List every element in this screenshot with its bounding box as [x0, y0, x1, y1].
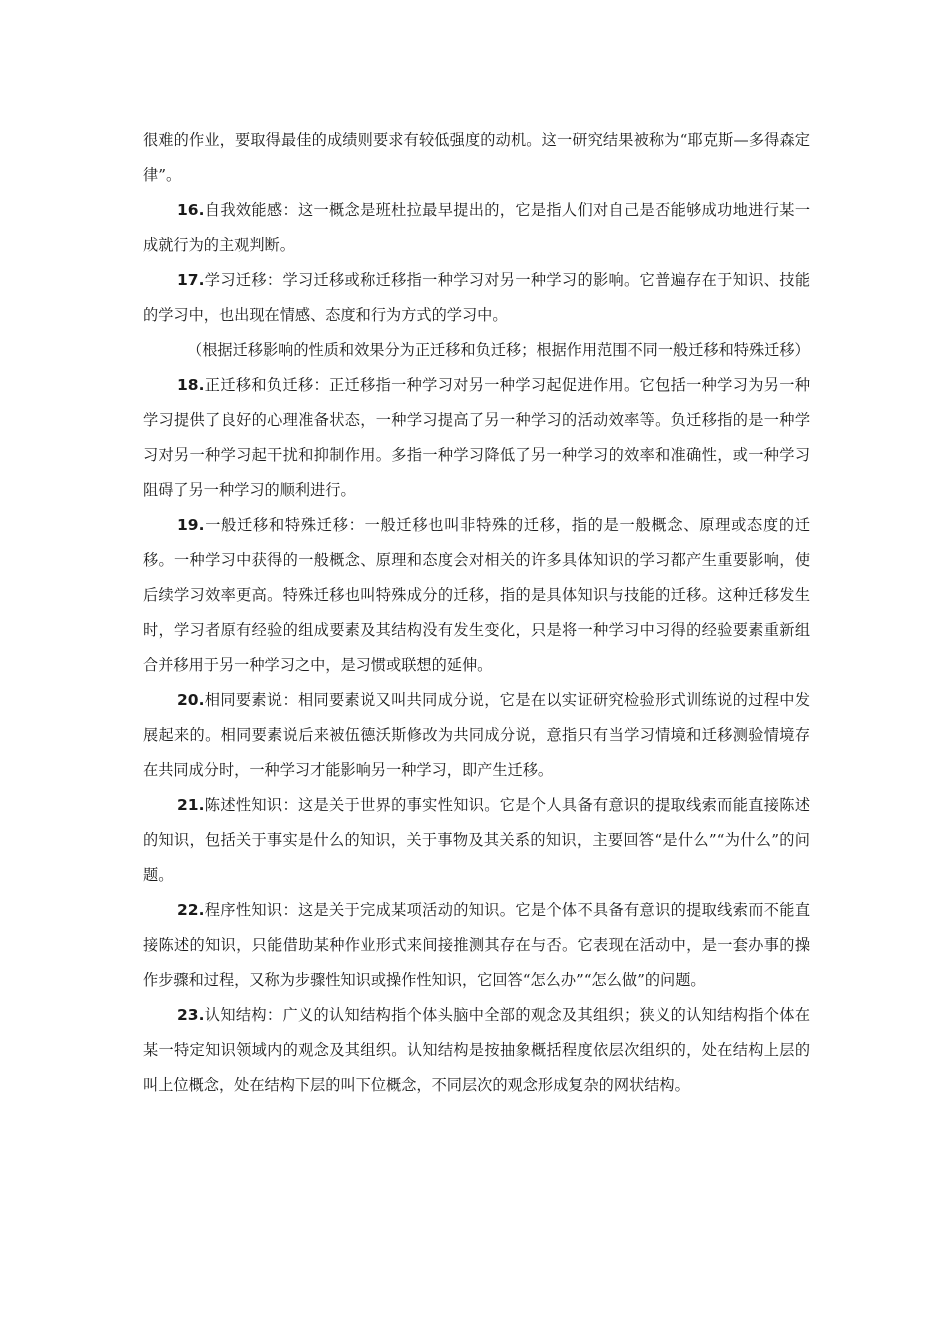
paragraph-continuation [143, 123, 810, 193]
paragraph-note [143, 333, 810, 368]
paragraph-text: 自我效能感：这一概念是班杜拉最早提出的，它是指人们对自己是否能够成功地进行某一成就行为的主观判断。 [143, 201, 810, 254]
paragraph-22 [143, 893, 810, 998]
paragraph-16 [143, 193, 810, 263]
item-number: 21. [177, 796, 205, 814]
item-number: 16. [177, 201, 205, 219]
paragraph-18 [143, 368, 810, 508]
paragraph-text: 学习迁移：学习迁移或称迁移指一种学习对另一种学习的影响。它普遍存在于知识、技能的学习中，也出现在情感、态度和行为方式的学习中。 [143, 271, 810, 324]
paragraph-text: 相同要素说：相同要素说又叫共同成分说，它是在以实证研究检验形式训练说的过程中发展起来的。相同要素说后来被伍德沃斯修改为共同成分说，意指只有当学习情境和迁移测验情境存在共同成分时，一种学习才能影响另一种学习，即产生迁移。 [143, 691, 810, 779]
item-number: 23. [177, 1006, 205, 1024]
paragraph-19 [143, 508, 810, 683]
paragraph-text: 陈述性知识：这是关于世界的事实性知识。它是个人具备有意识的提取线索而能直接陈述的知识，包括关于事实是什么的知识，关于事物及其关系的知识，主要回答“是什么”“为什么”的问题。 [143, 796, 810, 884]
item-number: 22. [177, 901, 205, 919]
item-number: 19. [177, 516, 205, 534]
item-number: 17. [177, 271, 205, 289]
paragraph-text: 正迁移和负迁移：正迁移指一种学习对另一种学习起促进作用。它包括一种学习为另一种学习提供了良好的心理准备状态，一种学习提高了另一种学习的活动效率等。负迁移指的是一种学习对另一种学习起干扰和抑制作用。多指一种学习降低了另一种学习的效率和准确性，或一种学习阻碍了另一种学习的顺利进行。 [143, 376, 810, 499]
paragraph-text: （根据迁移影响的性质和效果分为正迁移和负迁移；根据作用范围不同一般迁移和特殊迁移） [187, 341, 810, 359]
paragraph-text: 程序性知识：这是关于完成某项活动的知识。它是个体不具备有意识的提取线索而不能直接陈述的知识，只能借助某种作业形式来间接推测其存在与否。它表现在活动中，是一套办事的操作步骤和过程，又称为步骤性知识或操作性知识，它回答“怎么办”“怎么做”的问题。 [143, 901, 810, 989]
item-number: 20. [177, 691, 205, 709]
paragraph-20 [143, 683, 810, 788]
paragraph-21 [143, 788, 810, 893]
document-body [143, 123, 810, 1103]
paragraph-17 [143, 263, 810, 333]
item-number: 18. [177, 376, 205, 394]
paragraph-text: 很难的作业，要取得最佳的成绩则要求有较低强度的动机。这一研究结果被称为“耶克斯—多得森定律”。 [143, 131, 810, 184]
paragraph-23 [143, 998, 810, 1103]
paragraph-text: 认知结构：广义的认知结构指个体头脑中全部的观念及其组织；狭义的认知结构指个体在某一特定知识领域内的观念及其组织。认知结构是按抽象概括程度依层次组织的，处在结构上层的叫上位概念，处在结构下层的叫下位概念，不同层次的观念形成复杂的网状结构。 [143, 1006, 810, 1094]
paragraph-text: 一般迁移和特殊迁移：一般迁移也叫非特殊的迁移，指的是一般概念、原理或态度的迁移。一种学习中获得的一般概念、原理和态度会对相关的许多具体知识的学习都产生重要影响，使后续学习效率更高。特殊迁移也叫特殊成分的迁移，指的是具体知识与技能的迁移。这种迁移发生时，学习者原有经验的组成要素及其结构没有发生变化，只是将一种学习中习得的经验要素重新组合并移用于另一种学习之中，是习惯或联想的延伸。 [143, 516, 810, 674]
